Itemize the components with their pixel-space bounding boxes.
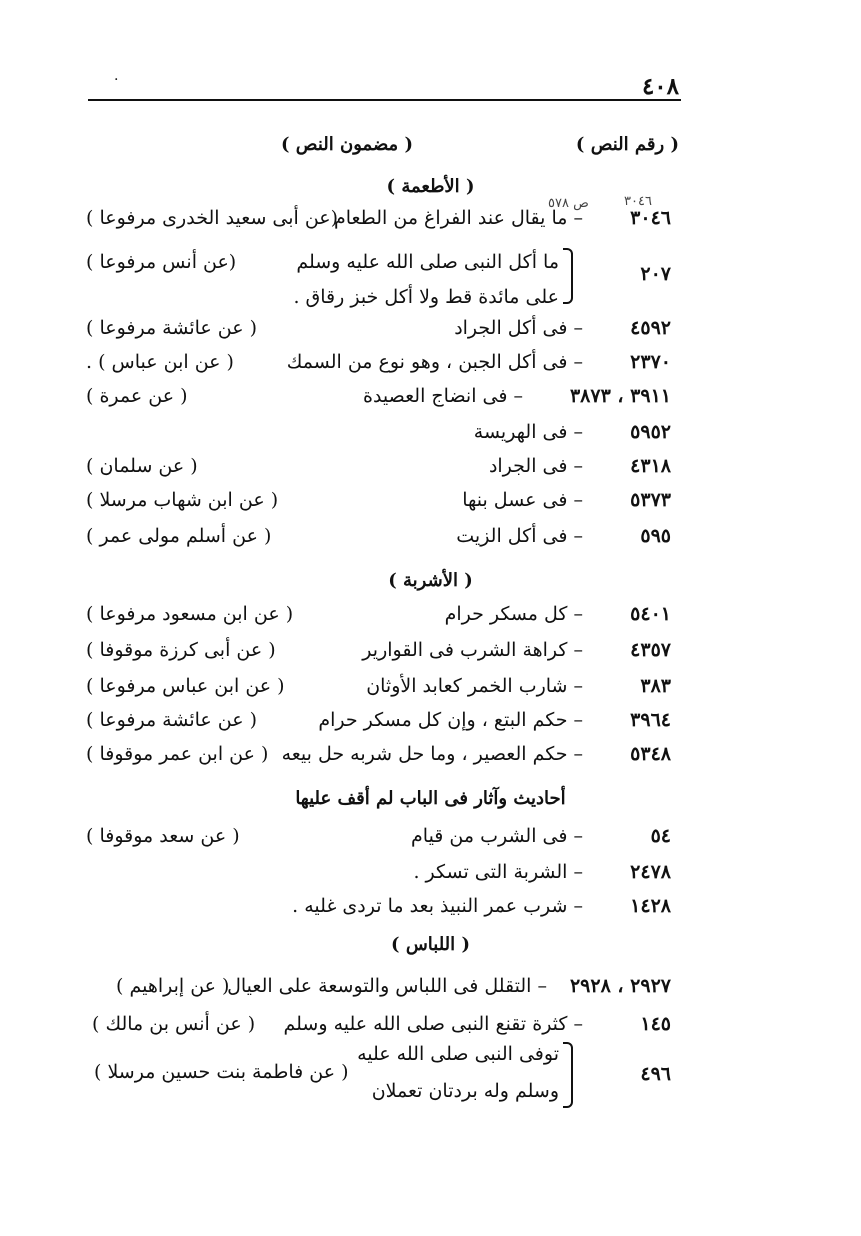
section-title-unfound: أحاديث وآثار فى الباب لم أقف عليها — [295, 788, 566, 809]
text-source: ( عن ابن مسعود مرفوعا ) — [86, 603, 294, 625]
text-number: ٢٠٧ — [640, 263, 671, 285]
brace — [563, 1042, 573, 1108]
text-content: – فى الشرب من قيام — [411, 825, 583, 847]
text-source: ( عن سلمان ) — [86, 455, 198, 477]
text-number: ٥٩٥٢ — [630, 421, 671, 443]
text-content: – ما يقال عند الفراغ من الطعام — [333, 207, 583, 229]
text-source: (عن أبى سعيد الخدرى مرفوعا ) — [86, 207, 339, 229]
handwritten-note: ص ٥٧٨ — [548, 196, 589, 211]
text-source: ( عن ابن عباس مرفوعا ) — [86, 675, 285, 697]
text-number: ٥٣٤٨ — [630, 743, 671, 765]
text-source: ( عن عائشة مرفوعا ) — [86, 317, 258, 339]
section-title-clothing: ( اللباس ) — [391, 934, 470, 955]
text-content: – فى أكل الزيت — [456, 525, 583, 547]
text-content: ما أكل النبى صلى الله عليه وسلم — [296, 251, 559, 273]
text-content-continued: وسلم وله بردتان تعملان — [371, 1080, 559, 1102]
text-number: ٣٩١١ ، ٣٨٧٣ — [569, 385, 671, 407]
text-content: – كراهة الشرب فى القوارير — [362, 639, 583, 661]
text-number: ٤٣٥٧ — [630, 639, 671, 661]
text-source: ( عن ابن عباس ) . — [86, 351, 234, 373]
text-number: ٢٣٧٠ — [630, 351, 671, 373]
section-title-drinks: ( الأشربة ) — [388, 570, 473, 591]
text-number: ٣٠٤٦ — [630, 207, 671, 229]
text-content: – فى انضاج العصيدة — [362, 385, 523, 407]
text-number: ١٤٢٨ — [630, 895, 671, 917]
text-source: ( عن ابن شهاب مرسلا ) — [86, 489, 279, 511]
text-content-continued: على مائدة قط ولا أكل خبز رقاق . — [293, 286, 559, 308]
text-content: – حكم البتع ، وإن كل مسكر حرام — [318, 709, 583, 731]
text-source: ( عن سعد موقوفا ) — [86, 825, 240, 847]
section-title-food: ( الأطعمة ) — [386, 176, 475, 197]
text-source: ( عن فاطمة بنت حسين مرسلا ) — [94, 1061, 349, 1083]
text-number: ٢٩٢٧ ، ٢٩٢٨ — [569, 975, 671, 997]
text-content: – الشربة التى تسكر . — [413, 861, 583, 883]
text-source: ( عن أنس بن مالك ) — [92, 1013, 256, 1035]
text-source: ( عن أسلم مولى عمر ) — [86, 525, 272, 547]
text-content: – كثرة تقنع النبى صلى الله عليه وسلم — [283, 1013, 583, 1035]
text-number: ٣٩٦٤ — [630, 709, 671, 731]
brace — [563, 248, 573, 304]
text-number: ٥٤٠١ — [630, 603, 671, 625]
text-content: – فى أكل الجراد — [454, 317, 583, 339]
text-source: ( عن عمرة ) — [86, 385, 188, 407]
text-source: ( عن عائشة مرفوعا ) — [86, 709, 258, 731]
text-content: – فى الهريسة — [473, 421, 583, 443]
text-content: – شرب عمر النبيذ بعد ما تردى غليه . — [292, 895, 583, 917]
text-number: ٥٤ — [650, 825, 671, 847]
header-rule — [88, 99, 681, 101]
column-header-content: ( مضمون النص ) — [280, 134, 413, 155]
text-content: – شارب الخمر كعابد الأوثان — [366, 675, 583, 697]
text-number: ٥٣٧٣ — [630, 489, 671, 511]
text-source: ( عن ابن عمر موقوفا ) — [86, 743, 269, 765]
handwritten-note: ٣٠٤٦ — [624, 194, 652, 209]
column-header-number: ( رقم النص ) — [575, 134, 679, 155]
text-source: (عن أنس مرفوعا ) — [86, 251, 237, 273]
text-number: ٤٣١٨ — [630, 455, 671, 477]
stray-dot: . — [114, 68, 119, 84]
text-content: – فى أكل الجبن ، وهو نوع من السمك — [286, 351, 583, 373]
text-content: – فى عسل بنها — [462, 489, 583, 511]
text-number: ٥٩٥ — [640, 525, 671, 547]
page-number: ٤٠٨ — [641, 73, 679, 100]
text-number: ٣٨٣ — [640, 675, 671, 697]
text-source: ( عن أبى كرزة موقوفا ) — [86, 639, 276, 661]
text-source: ( عن إبراهيم ) — [116, 975, 230, 997]
text-content: – فى الجراد — [488, 455, 583, 477]
text-number: ٤٥٩٢ — [630, 317, 671, 339]
text-number: ١٤٥ — [640, 1013, 671, 1035]
text-content: – حكم العصير ، وما حل شربه حل بيعه — [281, 743, 583, 765]
text-number: ٤٩٦ — [640, 1063, 671, 1085]
text-content: توفى النبى صلى الله عليه — [357, 1043, 559, 1065]
text-content: – التقلل فى اللباس والتوسعة على العيال — [227, 975, 547, 997]
text-content: – كل مسكر حرام — [444, 603, 583, 625]
text-number: ٢٤٧٨ — [630, 861, 671, 883]
